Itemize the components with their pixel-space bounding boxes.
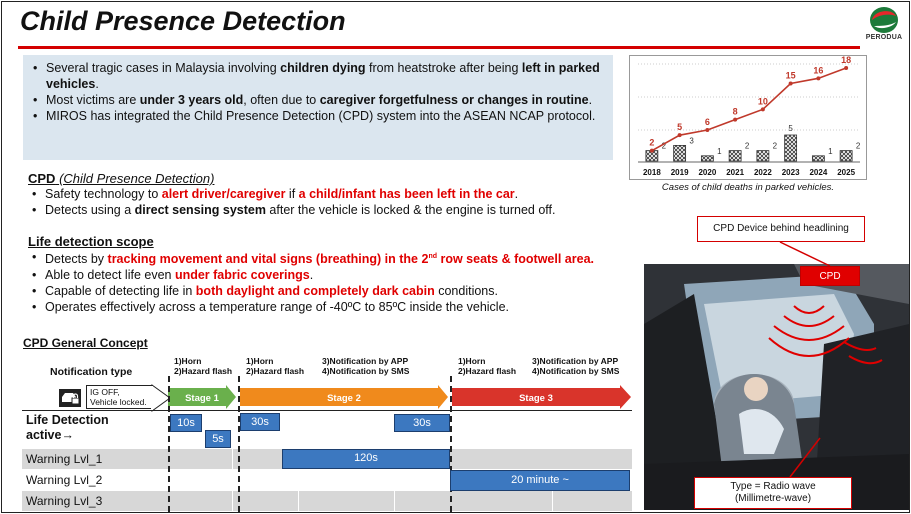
chart-data-label: 2 [649, 137, 655, 148]
intro-bullet-text: left in parked vehicles [46, 61, 600, 91]
intro-bullet-text: . [95, 77, 99, 91]
notification-type-label: Notification type [50, 366, 133, 378]
cpd-device-tag: CPD [800, 266, 860, 286]
stage2-notify-3: 3)Notification by APP [322, 356, 409, 366]
chart-tick-label: 2022 [753, 168, 772, 177]
stage1-start-line [168, 376, 170, 512]
warning-lvl3-label: Warning Lvl_3 [26, 494, 103, 508]
life-detection-label-1: Life Detection [26, 413, 109, 427]
cpd-timeline [22, 352, 632, 512]
timer-20-minute: 20 minute ~ [450, 470, 630, 491]
chart-bar-label: 1 [828, 146, 833, 156]
timer-30s-a: 30s [240, 413, 280, 431]
intro-bullet-text: under 3 years old [139, 93, 244, 107]
chart-tick-label: 2021 [726, 168, 745, 177]
intro-bullet-text: Most victims are [46, 93, 140, 107]
cpd-device-callout: CPD Device behind headlining [697, 216, 865, 242]
chart-data-label: 15 [785, 70, 796, 81]
life-bullet-text: . [309, 268, 314, 283]
locked-car-icon [58, 388, 82, 408]
chart-tick-label: 2018 [642, 168, 661, 177]
chart-bar-label: 2 [661, 141, 667, 151]
stage3-notify-3: 3)Notification by APP [532, 356, 619, 366]
stage1-notify-1: 1)Horn [174, 356, 202, 366]
life-bullet-text: row seats & footwell area. [437, 252, 594, 267]
stage-2-label: Stage 2 [327, 393, 361, 404]
cpd-bullet-text: direct sensing system [134, 203, 266, 217]
timer-30s-b: 30s [394, 414, 450, 432]
chart-tick-label: 2019 [670, 168, 689, 177]
chart-data-label: 8 [732, 106, 738, 117]
stage2-notify-4: 4)Notification by SMS [322, 366, 410, 376]
chart-bar-label: 2 [855, 141, 861, 151]
stage2-notify-2: 2)Hazard flash [246, 366, 305, 376]
cpd-bullet-text: after the vehicle is locked & the engine is turned off. [265, 203, 556, 217]
intro-bullet-text: children dying [280, 61, 366, 75]
cpd-heading-italic: (Child Presence Detection) [59, 171, 215, 186]
chart-bar-label: 2 [744, 141, 750, 151]
stage-1-label: Stage 1 [185, 393, 219, 404]
chart-data-label: 10 [757, 96, 768, 107]
warning-lvl3-row [22, 491, 632, 511]
chart-caption: Cases of child deaths in parked vehicles. [661, 182, 835, 193]
intro-bullet-text: MIROS has integrated the Child Presence Detection (CPD) system into the ASEAN NCAP protocol. [46, 109, 596, 123]
stage3-notification-a [458, 356, 516, 376]
life-bullet-text: tracking movement and vital signs (breathing) in the 2 [107, 252, 429, 267]
row-separator [232, 449, 233, 469]
timer-10s: 10s [170, 414, 202, 432]
radio-wave-line-1: Type = Radio wave [730, 481, 816, 492]
concept-title: CPD General Concept [23, 336, 148, 350]
stage1-notification [174, 356, 232, 376]
stage3-notify-1: 1)Horn [458, 356, 486, 366]
chart-tick-label: 2023 [781, 168, 800, 177]
life-bullet-text: both daylight and completely dark cabin [195, 284, 435, 299]
intro-bullet-text: , often due to [243, 93, 320, 107]
chart-data-label: 16 [813, 65, 824, 76]
stage3-notify-2: 2)Hazard flash [458, 366, 517, 376]
radio-wave-callout [694, 477, 852, 509]
stage1-notify-2: 2)Hazard flash [174, 366, 233, 376]
page-title: Child Presence Detection [20, 6, 346, 36]
timeline-top-rule [22, 410, 632, 411]
callout-bottom-connector [790, 438, 820, 477]
cpd-bullet-text: a child/infant has been left in the car [298, 187, 515, 201]
stage2-start-line [238, 376, 240, 512]
chart-data-label: 5 [677, 122, 683, 133]
cpd-bullet-text: . [514, 187, 519, 201]
chart-bar-label: 3 [689, 136, 694, 146]
stage3-notify-4: 4)Notification by SMS [532, 366, 620, 376]
cpd-bullet-text: alert driver/caregiver [161, 187, 286, 201]
chart-bar-label: 5 [788, 124, 793, 133]
life-detection-row-label [26, 413, 109, 443]
stage3-start-line [450, 376, 452, 512]
life-detection-label-2: active→ [26, 428, 74, 442]
chart-tick-label: 2020 [698, 168, 717, 177]
chart-data-label: 18 [841, 56, 852, 65]
chart-tick-label: 2025 [837, 168, 856, 177]
callout-top-connector [780, 242, 830, 266]
logo-text: PERODUA [865, 34, 903, 41]
stage-3-label: Stage 3 [519, 393, 553, 404]
stage2-notification-b [322, 356, 409, 376]
cpd-bullet-text: Safety technology to [45, 187, 162, 201]
life-bullet-text: nd [428, 253, 437, 260]
life-bullet-text: Operates effectively across a temperature range of -40ºC to 85ºC inside the vehicle. [45, 300, 510, 315]
intro-bullet-text: caregiver forgetfulness or changes in routine [319, 93, 589, 107]
intro-bullet-text: from heatstroke after being [365, 61, 522, 75]
chart-bar-label: 1 [717, 146, 722, 156]
intro-bullet-text: Several tragic cases in Malaysia involving [46, 61, 281, 75]
ig-off-box [86, 385, 152, 409]
stage3-notification-b [532, 356, 619, 376]
life-bullet-text: Detects by [45, 252, 108, 267]
chart-bar-label: 2 [772, 141, 778, 151]
cpd-bullet-text: if [285, 187, 299, 201]
chart-tick-label: 2024 [809, 168, 828, 177]
cpd-heading-label: CPD [28, 171, 56, 186]
life-heading: Life detection scope [28, 234, 154, 249]
life-bullet-text: Capable of detecting life in [45, 284, 196, 299]
intro-bullet-text: . [588, 93, 593, 107]
timer-5s: 5s [205, 430, 231, 448]
warning-lvl1-label: Warning Lvl_1 [26, 452, 103, 466]
life-bullet-text: under fabric coverings [174, 268, 310, 283]
timer-120s: 120s [282, 449, 450, 469]
row-separator [394, 491, 395, 512]
row-separator [298, 491, 299, 512]
radio-wave-line-2: (Millimetre-wave) [734, 493, 812, 504]
life-bullet-text: conditions. [434, 284, 498, 299]
row-separator [232, 491, 233, 512]
life-bullet-text: Able to detect life even [45, 268, 175, 283]
row-separator [552, 491, 553, 512]
chart-data-label: 6 [704, 117, 710, 127]
cpd-bullet-text: Detects using a [45, 203, 135, 217]
stage2-notification-a [246, 356, 304, 376]
warning-lvl2-label: Warning Lvl_2 [26, 473, 103, 487]
stage2-notify-1: 1)Horn [246, 356, 274, 366]
ig-off-line-2: Vehicle locked. [90, 397, 147, 407]
ig-off-line-1: IG OFF, [90, 387, 120, 397]
